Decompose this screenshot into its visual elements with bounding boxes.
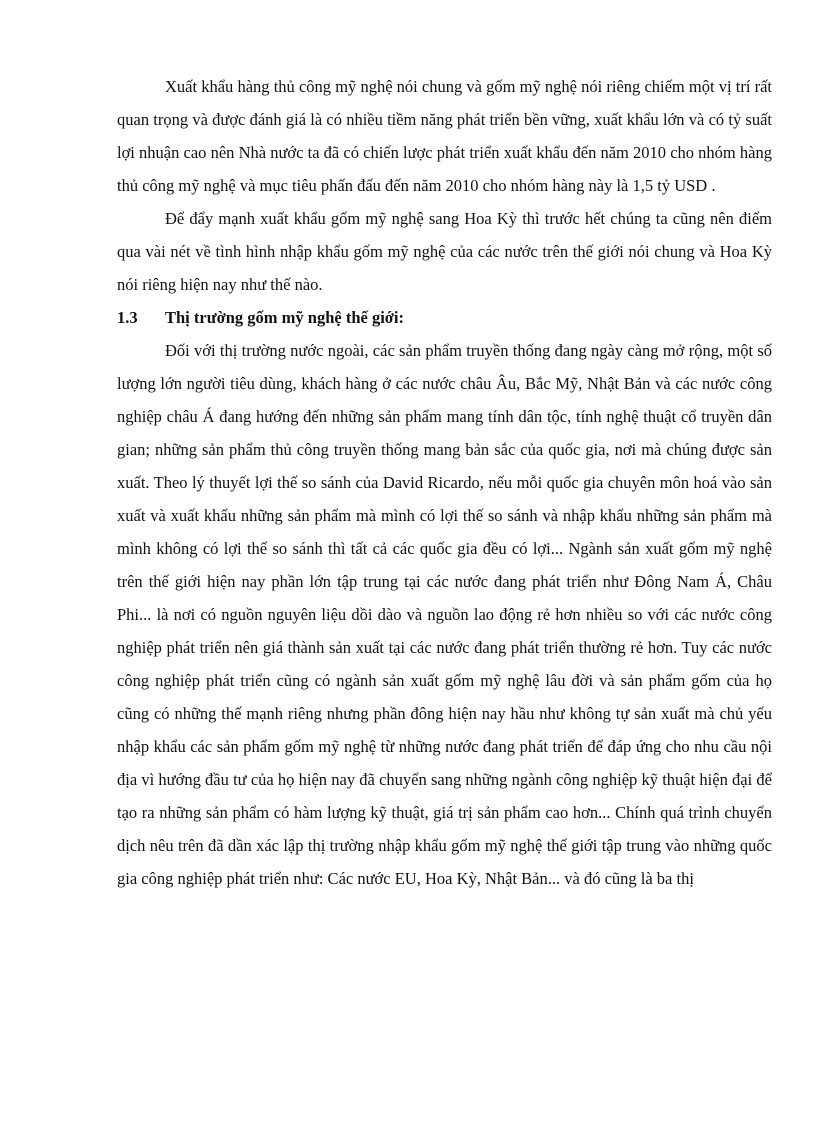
section-number: 1.3 — [117, 308, 138, 327]
section-title: Thị trường gốm mỹ nghệ thế giới: — [165, 308, 405, 327]
section-heading — [117, 301, 772, 334]
paragraph-export-strategy: Xuất khẩu hàng thủ công mỹ nghệ nói chung và gốm mỹ nghệ nói riêng chiếm một vị trí rất quan trọng và được đánh giá là có nhiều tiềm năng phát triển bền vững, xuất khẩu lớn và có tỷ suất lợi nhuận cao nên Nhà nước ta đã có chiến lược phát triển xuất khẩu đến năm 2010 cho nhóm hàng thủ công mỹ nghệ và mục tiêu phấn đấu đến năm 2010 cho nhóm hàng này là 1,5 tỷ USD . — [117, 77, 772, 195]
paragraph-world-market: Đối với thị trường nước ngoài, các sản phẩm truyền thống đang ngày càng mở rộng, một số lượng lớn người tiêu dùng, khách hàng ở các nước châu Âu, Bắc Mỹ, Nhật Bản và các nước công nghiệp châu Á đang hướng đến những sản phẩm mang tính dân tộc, tính nghệ thuật cổ truyền dân gian; những sản phẩm thủ công truyền thống mang bản sắc của quốc gia, nơi mà chúng được sản xuất. Theo lý thuyết lợi thế so sánh của David Ricardo, nếu mỗi quốc gia chuyên môn hoá vào sản xuất và xuất khẩu những sản phẩm mà mình có lợi thế so sánh và nhập khẩu những sản phẩm mà mình không có lợi thế so sánh thì tất cả các quốc gia đều có lợi... Ngành sản xuất gốm mỹ nghệ trên thế giới hiện nay phần lớn tập trung tại các nước đang phát triển như Đông Nam Á, Châu Phi... là nơi có nguồn nguyên liệu dồi dào và nguồn lao động rẻ hơn nhiều so với các nước công nghiệp phát triển nên giá thành sản xuất tại các nước đang phát triển thường rẻ hơn. Tuy các nước công nghiệp phát triển cũng có ngành sản xuất gốm mỹ nghệ lâu đời và sản phẩm gốm của họ cũng có những thế mạnh riêng nhưng phần đông hiện nay hầu như không tự sản xuất mà chủ yếu nhập khẩu các sản phẩm gốm mỹ nghệ từ những nước đang phát triển để đáp ứng cho nhu cầu nội địa vì hướng đầu tư của họ hiện nay đã chuyển sang những ngành công nghiệp kỹ thuật hiện đại để tạo ra những sản phẩm có hàm lượng kỹ thuật, giá trị sản phẩm cao hơn... Chính quá trình chuyển dịch nêu trên đã dần xác lập thị trường nhập khẩu gốm mỹ nghệ thế giới tập trung vào những quốc gia công nghiệp phát triển như: Các nước EU, Hoa Kỳ, Nhật Bản... và đó cũng là ba thị — [117, 341, 772, 888]
paragraph-us-import-overview: Để đẩy mạnh xuất khẩu gốm mỹ nghệ sang Hoa Kỳ thì trước hết chúng ta cũng nên điểm qua vài nét về tình hình nhập khẩu gốm mỹ nghệ của các nước trên thế giới nói chung và Hoa Kỳ nói riêng hiện nay như thế nào. — [117, 209, 772, 294]
document-page — [117, 70, 772, 895]
